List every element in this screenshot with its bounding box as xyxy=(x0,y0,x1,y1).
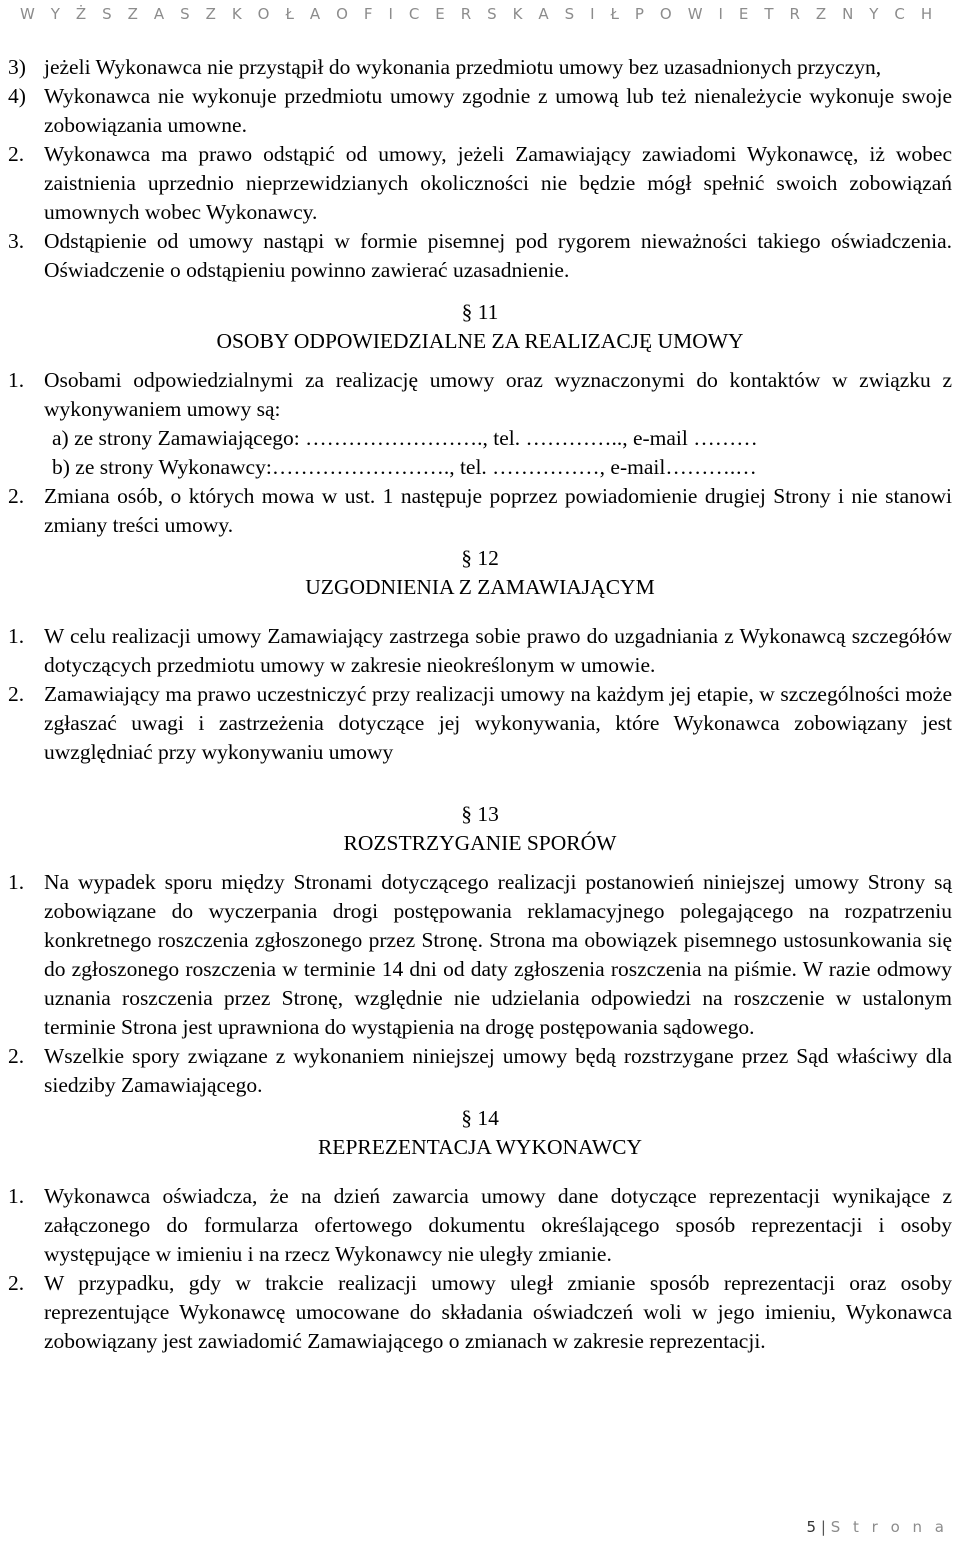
list-item xyxy=(0,1042,960,1100)
list-item xyxy=(0,227,960,285)
document-body xyxy=(0,50,960,1356)
list-number: 3) xyxy=(8,55,26,79)
list-number: 2. xyxy=(8,1044,25,1068)
list-number: 1. xyxy=(8,870,25,894)
list-text: Zamawiający ma prawo uczestniczyć przy realizacji umowy na każdym jej etapie, w szczególności może zgłaszać uwagi i zastrzeżenia dotyczące jej wykonywania, które Wykonawca zobowiązany jest uwzględniać przy wykonywaniu umowy xyxy=(44,682,952,764)
list-item xyxy=(0,622,960,680)
list-item xyxy=(0,1269,960,1356)
footer-separator: | xyxy=(820,1518,826,1536)
page-footer xyxy=(807,1518,948,1536)
list-text: Na wypadek sporu między Stronami dotyczącego realizacji postanowień niniejszej umowy Strony są zobowiązane do wyczerpania drogi postępowania reklamacyjnego polegającego na rozpatrzeniu konkretnego roszczenia zgłoszonego przez Stronę. Strona ma obowiązek pisemnego ustosunkowania się do zgłoszonego roszczenia w terminie 14 dni od daty zgłoszenia roszczenia na piśmie. W razie odmowy uznania roszczenia przez Stronę, względnie nie udzielania odpowiedzi na roszczenie w ustalonym terminie Strona jest uprawniona do wystąpienia na drogę postępowania sądowego. xyxy=(44,870,952,1039)
section-number: § 12 xyxy=(461,546,499,570)
contact-line-contractor: b) ze strony Wykonawcy:……………………., tel. ……………, e-mail……….… xyxy=(52,455,757,479)
list-item xyxy=(0,366,960,424)
section-number: § 13 xyxy=(461,802,499,826)
list-number: 1. xyxy=(8,1184,25,1208)
section-title: ROZSTRZYGANIE SPORÓW xyxy=(343,831,617,855)
list-text: Odstąpienie od umowy nastąpi w formie pisemnej pod rygorem nieważności takiego oświadczenia. Oświadczenie o odstąpieniu powinno zawierać uzasadnienie. xyxy=(44,229,952,282)
page-number: 5 xyxy=(806,1518,817,1536)
list-item xyxy=(0,82,960,140)
list-text: Wszelkie spory związane z wykonaniem niniejszej umowy będą rozstrzygane przez Sąd właściwy dla siedziby Zamawiającego. xyxy=(44,1044,952,1097)
list-item xyxy=(0,680,960,767)
list-text: W celu realizacji umowy Zamawiający zastrzega sobie prawo do uzgadniania z Wykonawcą szczegółów dotyczących przedmiotu umowy w zakresie nieokreślonym w umowie. xyxy=(44,624,952,677)
section-number: § 11 xyxy=(461,300,499,324)
list-item xyxy=(0,868,960,1042)
list-text: Osobami odpowiedzialnymi za realizację umowy oraz wyznaczonymi do kontaktów w związku z wykonywaniem umowy są: xyxy=(44,368,952,421)
section-title: REPREZENTACJA WYKONAWCY xyxy=(317,1135,643,1159)
list-number: 2. xyxy=(8,484,25,508)
list-number: 2. xyxy=(8,142,25,166)
list-number: 4) xyxy=(8,84,26,108)
list-item xyxy=(0,53,960,82)
section-title: UZGODNIENIA Z ZAMAWIAJĄCYM xyxy=(305,575,655,599)
list-number: 2. xyxy=(8,682,25,706)
section-number: § 14 xyxy=(461,1106,499,1130)
list-number: 3. xyxy=(8,229,25,253)
list-text: Zmiana osób, o których mowa w ust. 1 następuje poprzez powiadomienie drugiej Strony i nie stanowi zmiany treści umowy. xyxy=(44,484,952,537)
list-number: 1. xyxy=(8,368,25,392)
contact-line-ordering-party: a) ze strony Zamawiającego: ……………………., tel. ………….., e-mail ……… xyxy=(52,426,758,450)
list-number: 1. xyxy=(8,624,25,648)
list-text: Wykonawca nie wykonuje przedmiotu umowy zgodnie z umową lub też nienależycie wykonuje swoje zobowiązania umowne. xyxy=(44,84,952,137)
list-item xyxy=(0,140,960,227)
footer-page-word: S t r o n a xyxy=(830,1518,948,1536)
list-text: jeżeli Wykonawca nie przystąpił do wykonania przedmiotu umowy bez uzasadnionych przyczyn, xyxy=(44,55,882,79)
list-text: Wykonawca ma prawo odstąpić od umowy, jeżeli Zamawiający zawiadomi Wykonawcę, iż wobec zaistnienia uprzednio nieprzewidzianych okoliczności nie będzie mógł spełnić swoich zobowiązań umownych wobec Wykonawcy. xyxy=(44,142,952,224)
section-title: OSOBY ODPOWIEDZIALNE ZA REALIZACJĘ UMOWY xyxy=(216,329,744,353)
list-text: Wykonawca oświadcza, że na dzień zawarcia umowy dane dotyczące reprezentacji wynikające z załączonego do formularza ofertowego dokumentu określającego sposób reprezentacji i osoby występujące w imieniu i na rzecz Wykonawcy nie uległy zmianie. xyxy=(44,1184,952,1266)
running-header: W Y Ż S Z A S Z K O Ł A O F I C E R S K A S I Ł P O W I E T R Z N Y C H xyxy=(20,5,938,23)
list-text: W przypadku, gdy w trakcie realizacji umowy uległ zmianie sposób reprezentacji oraz osoby reprezentujące Wykonawcę umocowane do składania oświadczeń woli w jego imieniu, Wykonawca zobowiązany jest zawiadomić Zamawiającego o zmianach w zakresie reprezentacji. xyxy=(44,1271,952,1353)
list-item xyxy=(0,482,960,540)
list-number: 2. xyxy=(8,1271,25,1295)
list-item xyxy=(0,1182,960,1269)
